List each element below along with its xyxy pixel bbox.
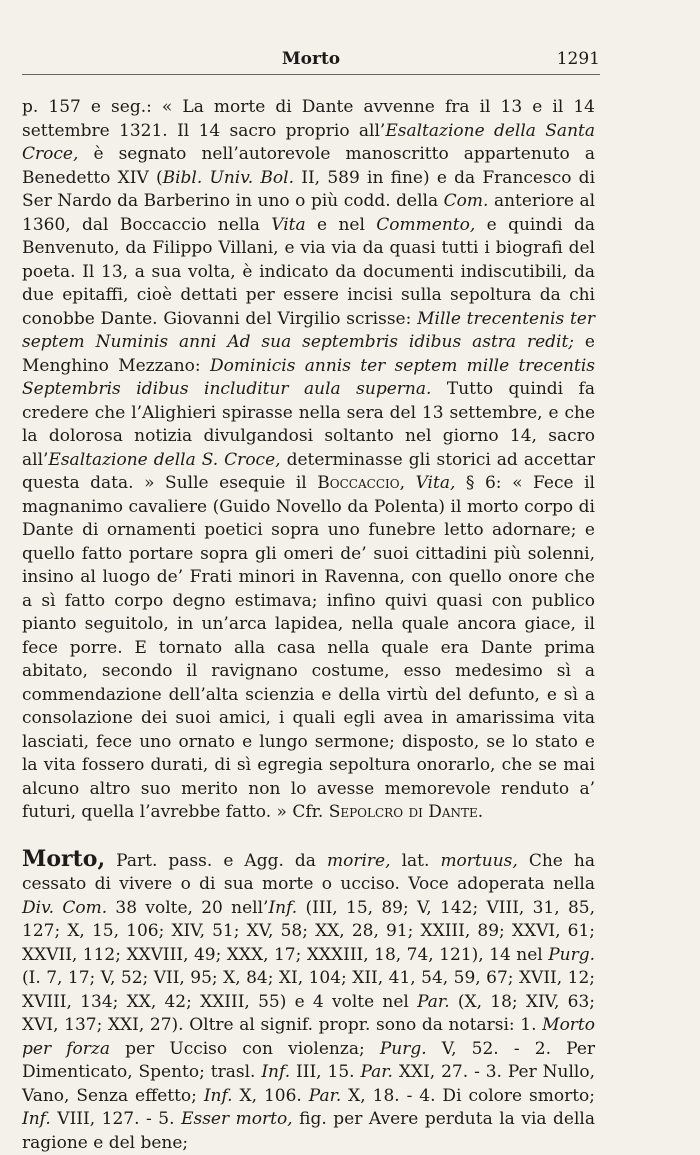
text-run: e quindi da Benvenuto, da Filippo Villani, e via via da quasi tutti i biografi del poeta. Il 13, a sua volta, è indicato da documenti indiscutibili, da due epitaffi, cioè dettati per essere incisi sulla sepoltura da chi conobbe Dante. Giovanni del Virgilio scrisse: xyxy=(22,215,595,329)
italic-text: mortuus, xyxy=(440,851,517,871)
text-run: III, 15. xyxy=(290,1062,360,1082)
entry-headword: Morto, xyxy=(22,846,105,872)
text-run: Part. pass. e Agg. da xyxy=(105,851,327,871)
text-run: per Ucciso con violenza; xyxy=(110,1039,380,1059)
italic-text: Purg. xyxy=(380,1039,427,1059)
italic-text: Morto per forza xyxy=(22,1015,595,1059)
italic-text: Commento, xyxy=(376,215,475,235)
text-run: determinasse gli storici ad accettar questa data. » Sulle esequie il xyxy=(22,450,595,494)
italic-text: Par. xyxy=(360,1062,392,1082)
italic-text: Par. xyxy=(417,992,449,1012)
header-rule xyxy=(22,74,600,75)
italic-text: Dominicis annis ter septem mille trecentis Septembris idibus includitur aula superna. xyxy=(22,356,595,400)
italic-text: Esser morto, xyxy=(181,1109,293,1129)
italic-text: Inf. xyxy=(261,1062,290,1082)
text-run: p. 157 e seg.: « La morte di Dante avvenne fra il 13 e il 14 settembre 1321. Il 14 sacro proprio all’ xyxy=(22,97,595,141)
italic-text: Mille trecentenis ter septem Numinis anni Ad sua septembris idibus astra redit; xyxy=(22,309,595,353)
italic-text: morire, xyxy=(327,851,391,871)
text-run: Tutto quindi fa credere che l’Alighieri spirasse nella sera del 13 settembre, e che la dolorosa notizia divulgandosi soltanto nel giorno 14, sacro all’ xyxy=(22,379,595,470)
text-run: V, 52. - 2. Per Dimenticato, Spento; trasl. xyxy=(22,1039,595,1083)
text-run: X, 18. - 4. Di colore smorto; xyxy=(341,1086,595,1106)
italic-text: Bibl. Univ. Bol. xyxy=(163,168,294,188)
text-run: (X, 18; XIV, 63; XVI, 137; XXI, 27). Oltre al signif. propr. sono da notarsi: 1. xyxy=(22,992,595,1036)
running-header xyxy=(22,48,600,70)
small-caps-text: Boccaccio, xyxy=(317,473,405,493)
text-run: e nel xyxy=(306,215,377,235)
italic-text: Purg. xyxy=(548,945,595,965)
paragraph-death-of-dante xyxy=(22,96,595,825)
italic-text: Div. Com. xyxy=(22,898,107,918)
italic-text: Inf. xyxy=(268,898,297,918)
italic-text: Com. xyxy=(444,191,489,211)
text-run: (I. 7, 17; V, 52; VII, 95; X, 84; XI, 104; XII, 41, 54, 59, 67; XVII, 12; XVIII, 134; XX, 42; XXIII, 55) e 4 volte nel xyxy=(22,968,595,1012)
text-run: anteriore al 1360, dal Boccaccio nella xyxy=(22,191,595,235)
text-run: Che ha cessato di vivere o di sua morte o ucciso. Voce adoperata nella xyxy=(22,851,595,895)
text-run xyxy=(405,473,416,493)
text-run: è segnato nell’autorevole manoscritto appartenuto a Benedetto XIV ( xyxy=(22,144,595,188)
text-run: § 6: « Fece il magnanimo cavaliere (Guido Novello da Polenta) il morto corpo di Dante di ornamenti poetici sopra uno funebre letto adornare; e quello fatto portare sopra gli omeri de’ suoi cittadini più solenni, insino al luogo de’ Frati minori in Ravenna, con quello onore che a sì fatto corpo degno estimava; infino quivi quasi con publico pianto seguitolo, in un’arca lapidea, nella quale ancora giace, il fece porre. E tornato alla casa nella quale era Dante prima abitato, secondo il ravignano costume, esso medesimo sì a commendazione dell’alta scienzia e della virtù del defunto, e sì a consolazione dei suoi amici, i quali egli avea in amarissima vita lasciati, fece uno ornato e lungo sermone; disposto, se lo stato e la vita fossero durati, di sì egregia sepoltura onorarlo, che se mai alcuno altro suo merito non lo avesse memorevole renduto a’ futuri, quella l’avrebbe fatto. » Cfr. xyxy=(22,473,595,822)
italic-text: Vita xyxy=(271,215,305,235)
text-run: lat. xyxy=(391,851,441,871)
text-run: (III, 15, 89; V, 142; VIII, 31, 85, 127; X, 15, 106; XIV, 51; XV, 58; XX, 28, 91; XXIII, 89; XXVI, 61; XXVII, 112; XXVIII, 49; XXX, 17; XXXIII, 18, 74, 121), 14 nel xyxy=(22,898,595,965)
text-run: e Menghino Mezzano: xyxy=(22,332,595,376)
text-run: 38 volte, 20 nell’ xyxy=(107,898,268,918)
text-run: XXI, 27. - 3. Per Nullo, Vano, Senza effetto; xyxy=(22,1062,595,1106)
text-run: fig. per Avere perduta la via della ragione e del bene; xyxy=(22,1109,595,1153)
page-number: 1291 xyxy=(557,48,600,70)
italic-text: Esaltazione della Santa Croce, xyxy=(22,121,595,165)
italic-text: Par. xyxy=(309,1086,341,1106)
text-run: X, 106. xyxy=(233,1086,309,1106)
small-caps-text: Sepolcro di Dante. xyxy=(329,802,483,822)
italic-text: Vita, xyxy=(416,473,456,493)
italic-text: Inf. xyxy=(22,1109,51,1129)
text-run: II, 589 in fine) e da Francesco di Ser Nardo da Barberino in uno o più codd. della xyxy=(22,168,595,212)
italic-text: Inf. xyxy=(204,1086,233,1106)
text-run: VIII, 127. - 5. xyxy=(51,1109,181,1129)
header-title: Morto xyxy=(22,48,600,70)
body-text xyxy=(22,96,595,1155)
italic-text: Esaltazione della S. Croce, xyxy=(48,450,280,470)
entry-morto xyxy=(22,848,595,1155)
